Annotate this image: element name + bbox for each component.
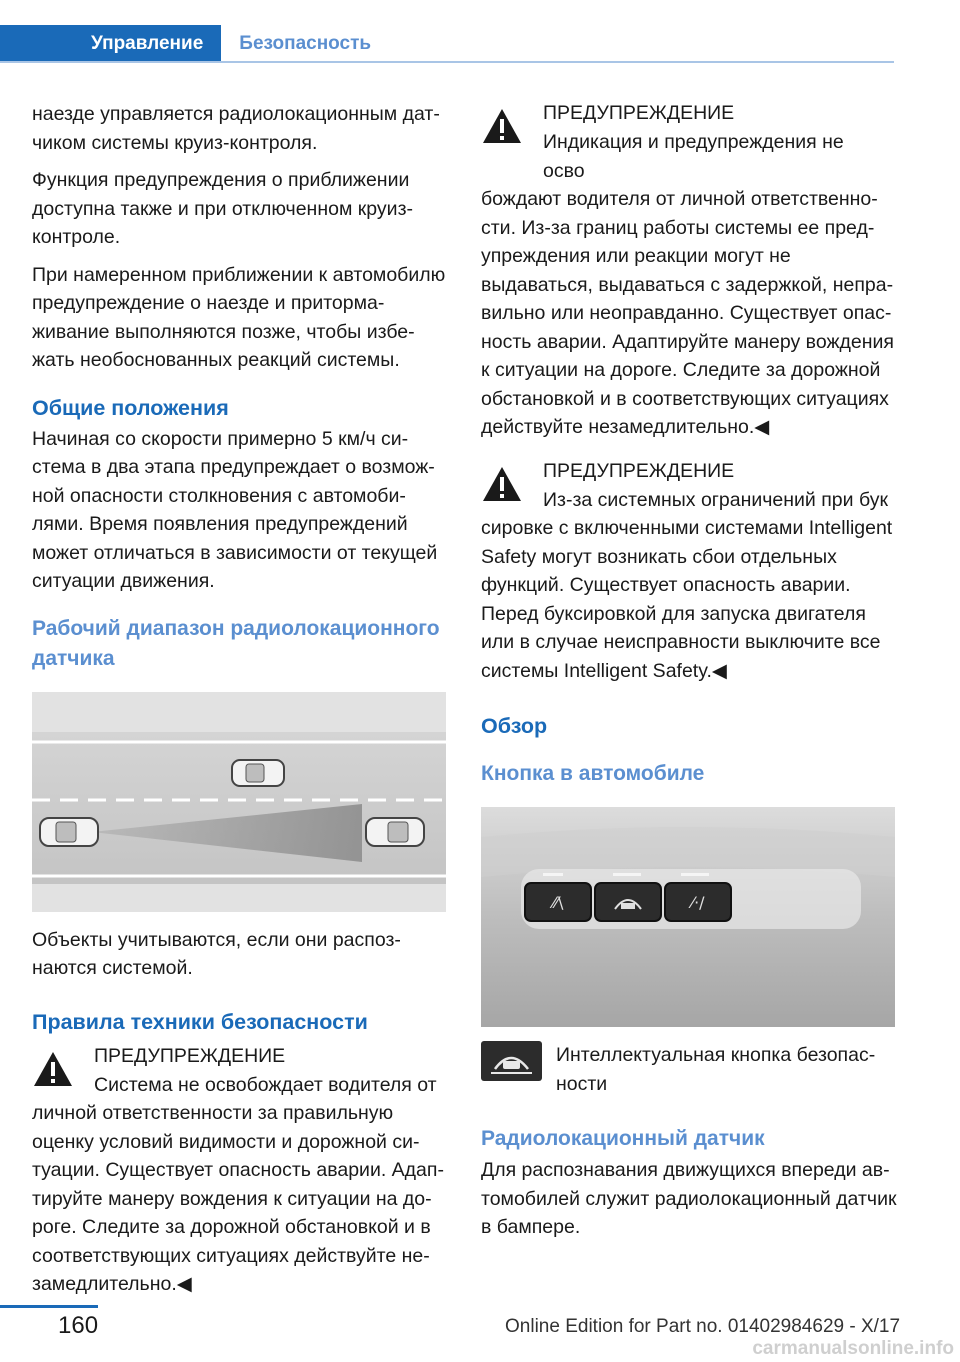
heading-radar-sensor: Радиолокационный датчик xyxy=(481,1127,765,1150)
heading-radar-range: Рабочий диапазон радиолокационного датчика xyxy=(32,616,440,670)
figure-caption: Объекты учитываются, если они распознаются системой. xyxy=(32,928,401,979)
heading-button-in-vehicle: Кнопка в автомобиле xyxy=(481,762,705,785)
warning-heading: ПРЕДУПРЕЖДЕНИЕ xyxy=(543,102,735,124)
warning-text-first-line: Система не освобождает водителя от xyxy=(94,1073,437,1096)
warning-box xyxy=(481,456,897,686)
svg-text:⁄⁄\: ⁄⁄\ xyxy=(552,893,564,912)
warning-heading: ПРЕДУПРЕЖДЕНИЕ xyxy=(543,459,735,482)
tab-safety[interactable]: Безопасность xyxy=(239,33,372,54)
warning-triangle-icon xyxy=(32,1049,74,1089)
paragraph-intro: наезде управляется радиолокационным датчиком системы круиз-контроля. xyxy=(32,103,440,154)
heading-safety-rules: Правила техники безопасности xyxy=(32,1009,368,1034)
left-column xyxy=(32,100,448,1308)
warning-heading: ПРЕДУПРЕЖДЕНИЕ xyxy=(94,1044,286,1067)
heading-overview: Обзор xyxy=(481,714,548,738)
warning-text-first-line: Из-за системных ограничений при бук xyxy=(543,488,888,511)
watermark: carmanualsonline.info xyxy=(752,1338,954,1359)
warning-text: бождают водителя от личной ответственности. Из-за границ работы системы ее предупреждения или реакции могут не выдаваться, выдаваться с задержкой, неправильно или неоправданно. Существует опасность аварии. Адаптируйте манеру вождения к ситуации на дороге. Следите за дорожной обстановкой и в соответствующих ситуациях действуйте незамедлительно.◀ xyxy=(481,188,894,438)
button-legend xyxy=(481,1041,897,1098)
paragraph-radar: Для распознавания движущихся впереди автомобилей служит радиолокационный датчик в бампере. xyxy=(481,1159,897,1238)
safety-button-photo xyxy=(481,807,895,1027)
intelligent-safety-button-icon xyxy=(481,1041,542,1081)
car-icon xyxy=(232,760,284,786)
warning-box xyxy=(481,98,897,442)
car-icon xyxy=(366,818,424,846)
header-divider xyxy=(0,61,894,63)
button-group xyxy=(525,883,731,921)
header-tabs xyxy=(0,25,389,63)
svg-text:⁄·/: ⁄·/ xyxy=(691,893,705,912)
edition-footer: Online Edition for Part no. 01402984629 - X/17 xyxy=(505,1316,901,1337)
page-number: 160 xyxy=(58,1312,99,1339)
paragraph-availability: Функция предупреждения о приближении доступна также и при отключенном круиз-контроле. xyxy=(32,169,414,248)
warning-triangle-icon xyxy=(481,464,523,504)
right-column xyxy=(481,100,897,1251)
radar-range-illustration xyxy=(32,692,446,912)
page-number-bar xyxy=(0,1305,98,1308)
car-icon xyxy=(40,818,98,846)
paragraph-general: Начиная со скорости примерно 5 км/ч система в два этапа предупреждает о возможной опасности столкновения с автомобилями. Время появления предупреждений может отличаться в зависимости от текущей ситуации движения. xyxy=(32,427,438,592)
warning-text: сировке с включенными системами Intelligent Safety могут возникать сбои отдельных функций. Существует опасность аварии. Перед буксировкой для запуска двигателя или в случае неисправности выключите все системы Intelligent Safety.◀ xyxy=(481,517,893,682)
button-caption: Интеллектуальная кнопка безопасности xyxy=(556,1044,876,1095)
tab-controls[interactable]: Управление xyxy=(0,25,221,63)
paragraph-intentional-approach: При намеренном приближении к автомобилю предупреждение о наезде и притормаживание выполняются позже, чтобы избежать необоснованных реакций системы. xyxy=(32,263,446,371)
warning-text: личной ответственности за правильную оценку условий видимости и дорожной ситуации. Существует опасность аварии. Адаптируйте манеру вождения к ситуации на дороге. Следите за дорожной обстановкой и в соответствующих ситуациях действуйте незамедлительно.◀ xyxy=(32,1102,444,1295)
warning-box xyxy=(32,1041,448,1299)
heading-general: Общие положения xyxy=(32,395,229,420)
warning-triangle-icon xyxy=(481,106,523,146)
warning-text-first-line: Индикация и предупреждения не осво xyxy=(543,131,844,182)
